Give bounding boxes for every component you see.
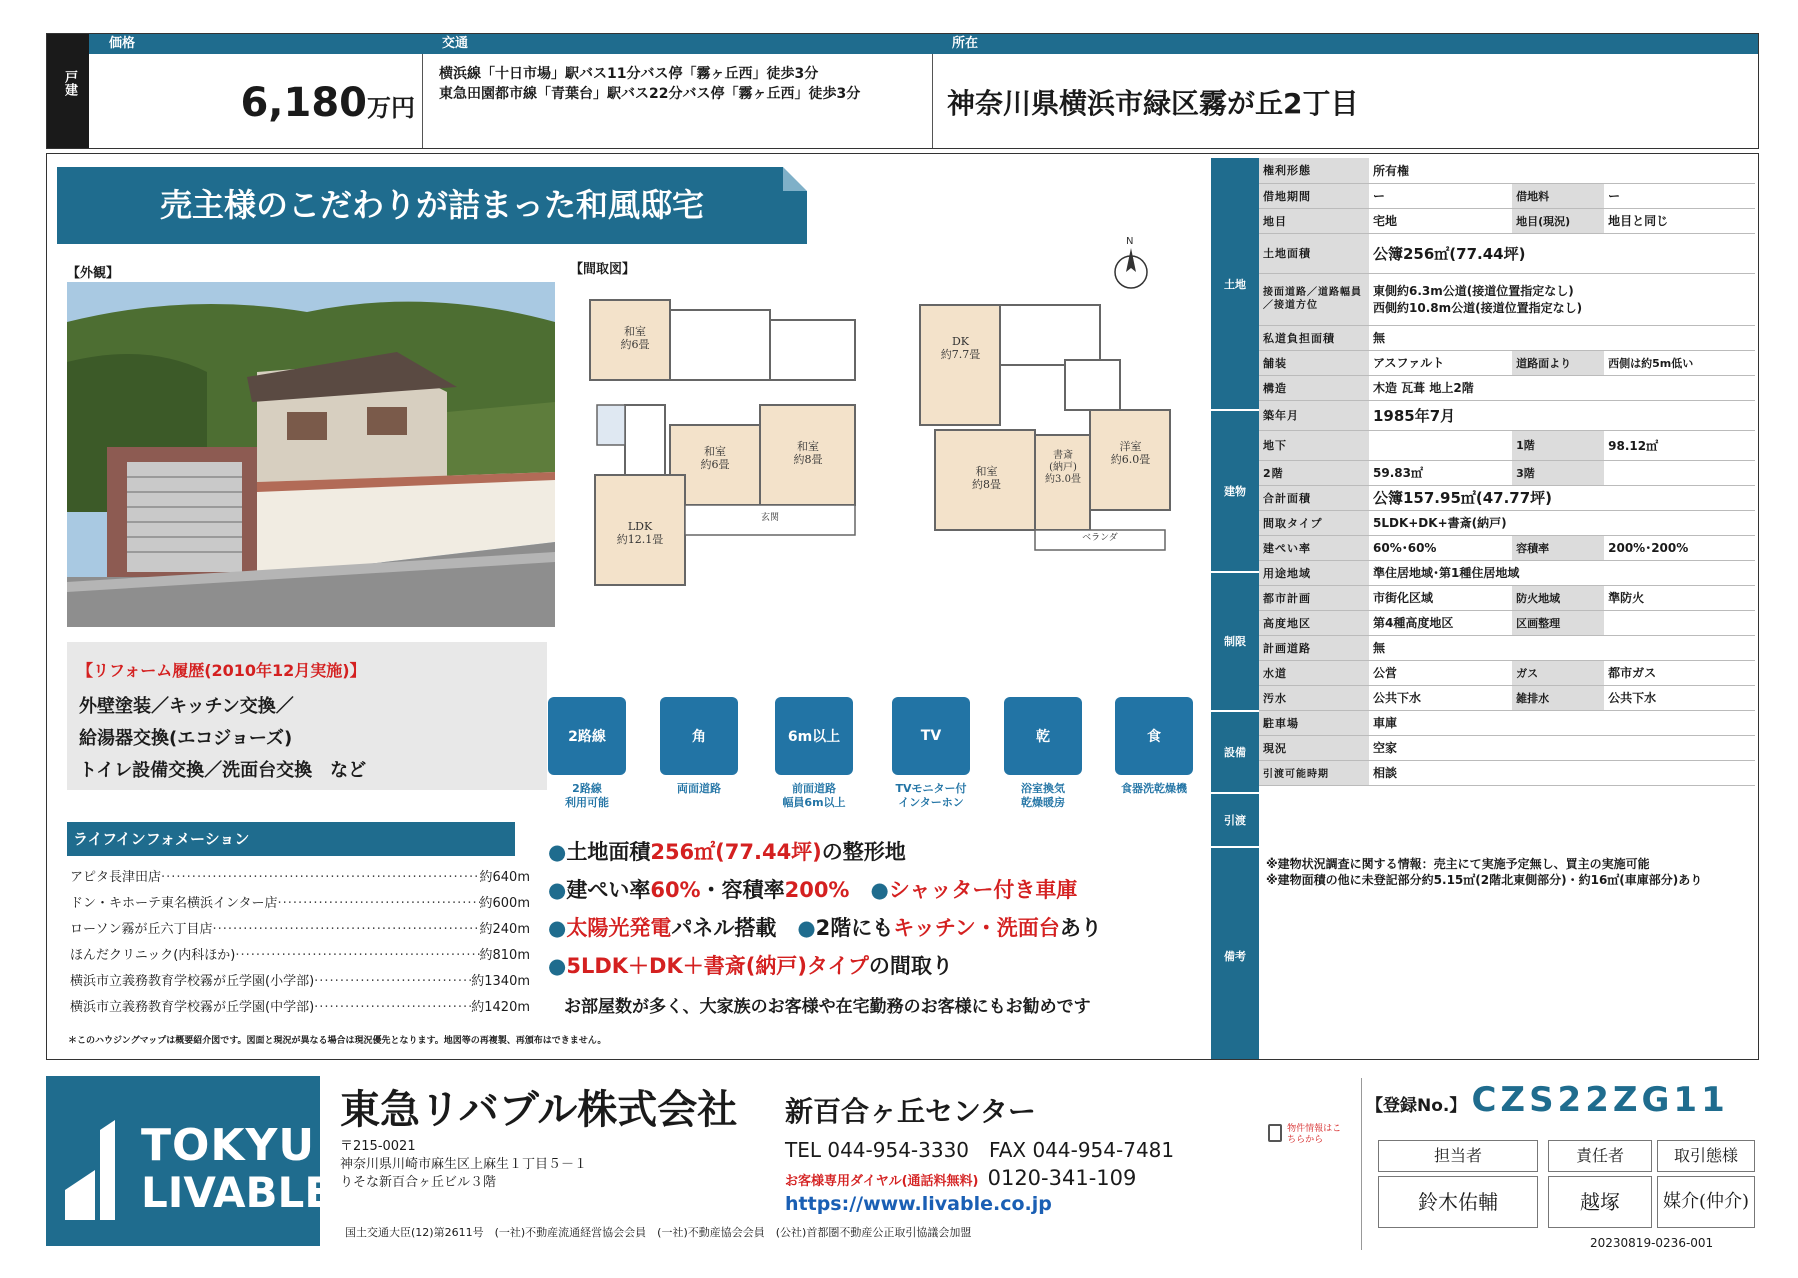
tel-fax: TEL 044-954-3330 FAX 044-954-7481 [785, 1138, 1175, 1162]
manager-header: 責任者 [1548, 1140, 1652, 1172]
label-genkan: 玄関 [760, 513, 779, 523]
reform-line-1: 外壁塗装／キッチン交換／ [79, 696, 294, 717]
address-line-2: りそな新百合ヶ丘ビル３階 [340, 1175, 497, 1190]
staff-header: 担当者 [1378, 1140, 1538, 1172]
logo-text-2: LIVABLE [141, 1168, 334, 1217]
reform-title: 【リフォーム履歴(2010年12月実施)】 [77, 661, 366, 680]
bathroom-dryer-label: 浴室換気 乾燥暖房 [1021, 782, 1065, 809]
road-width-label: 前面道路 幅員6m以上 [782, 782, 846, 809]
two-lines-label: 2路線 利用可能 [565, 782, 609, 809]
room-2f-dk: DK 約7.7畳 [940, 335, 981, 362]
floorplan-1f [585, 295, 885, 595]
branch-name: 新百合ヶ丘センター [785, 1095, 1036, 1128]
registration [1366, 1080, 1729, 1120]
life-item: 横浜市立義務教育学校霧が丘学園(小学部) ····· 約1340m [70, 972, 530, 992]
location-value: 神奈川県横浜市緑区霧が丘2丁目 [947, 87, 1359, 120]
access-line-1: 横浜線「十日市場」駅バス11分バス停「霧ヶ丘西」徒歩3分 [439, 66, 819, 82]
photo-label: 【外観】 [67, 266, 120, 281]
section-delivery: 引渡 [1211, 794, 1259, 846]
two-lines-icon: 2路線 [548, 697, 626, 775]
svg-text:N: N [1126, 236, 1134, 247]
exterior-photo [67, 282, 555, 627]
transaction-value: 媒介(仲介) [1657, 1176, 1755, 1228]
room-1f-washitsu-6b: 和室 約6畳 [700, 445, 730, 472]
feature-line-4: ●5LDK＋DK＋書斎(納戸)タイプの間取り [548, 954, 953, 978]
access-label: 交通 [442, 36, 469, 51]
section-land: 土地 [1211, 158, 1259, 410]
life-info-title: ライフインフォメーション [73, 830, 250, 848]
feature-line-1: ●土地面積256㎡(77.44坪)の整形地 [548, 840, 906, 864]
postal-code: 〒215-0021 [340, 1139, 416, 1154]
dial-number: 0120-341-109 [987, 1166, 1137, 1190]
room-1f-washitsu-8: 和室 約8畳 [793, 440, 823, 467]
logo-mark-icon [60, 1120, 150, 1220]
remarks-text: ※建物状況調査に関する情報：売主にて実施予定無し、買主の実施可能 ※建物面積の他に未登記部分約5.15㎡(2階北東側部分)・約16㎡(車庫部分)あり [1266, 857, 1703, 887]
reform-box [67, 642, 547, 790]
website-link[interactable]: https://www.livable.co.jp [785, 1193, 1052, 1215]
corner-road-label: 両面道路 [677, 782, 721, 795]
address-line-1: 神奈川県川崎市麻生区上麻生１丁目５－１ [340, 1157, 588, 1172]
license-text: 国土交通大臣(12)第2611号 (一社)不動産流通経営協会会員 (一社)不動産協会会員 (公社)首都圏不動産公正取引協議会加盟 [345, 1226, 972, 1239]
room-2f-youshitsu: 洋室 約6.0畳 [1110, 440, 1151, 467]
location-label: 所在 [952, 36, 979, 51]
life-item: アピタ長津田店 ····· 約640m [70, 868, 530, 888]
dishwasher-label: 食器洗乾燥機 [1121, 782, 1187, 795]
section-limits: 制限 [1211, 573, 1259, 710]
life-item: ほんだクリニック(内科ほか) ····· 約810m [70, 946, 530, 966]
feature-recommend: お部屋数が多く、大家族のお客様や在宅勤務のお客様にもお勧めです [564, 997, 1091, 1017]
price-value: 6,180 [240, 80, 367, 126]
document-code: 20230819-0236-001 [1590, 1236, 1714, 1250]
section-equipment: 設備 [1211, 712, 1259, 792]
registration-label: 【登録No.】 [1366, 1096, 1467, 1116]
tv-monitor-label: TVモニター付 インターホン [895, 782, 967, 809]
section-remarks: 備考 [1211, 848, 1259, 1059]
banner-title: 売主様のこだわりが詰まった和風邸宅 [159, 186, 704, 224]
section-building: 建物 [1211, 411, 1259, 571]
registration-number: CZS22ZG11 [1471, 1080, 1729, 1120]
qr-icon [1268, 1124, 1282, 1142]
dial-label: お客様専用ダイヤル(通話料無料) [785, 1174, 979, 1189]
price-label: 価格 [109, 36, 136, 51]
room-2f-shosai: 書斎 (納戸) 約3.0畳 [1045, 450, 1081, 485]
floorplan-2f [915, 295, 1195, 565]
life-item: ドン・キホーテ東名横浜インター店 ····· 約600m [70, 894, 530, 914]
access-info [439, 64, 927, 104]
dishwasher-icon: 食 [1115, 697, 1193, 775]
life-info-header [67, 822, 515, 856]
map-disclaimer: ＊このハウジングマップは概要紹介図です。図面と現況が異なる場合は現況優先となります。地図等の再複製、再頒布はできません。 [68, 1036, 607, 1046]
label-veranda: ベランダ [1082, 533, 1118, 543]
property-type: 戸建 [62, 70, 77, 96]
road-width-icon: 6m以上 [775, 697, 853, 775]
manager-value: 越塚 [1548, 1176, 1652, 1228]
feature-line-3: ●太陽光発電パネル搭載 ●2階にもキッチン・洗面台あり [548, 916, 1102, 940]
access-line-2: 東急田園都市線「青葉台」駅バス22分バス停「霧ヶ丘西」徒歩3分 [439, 86, 861, 102]
qr-link[interactable] [1268, 1124, 1354, 1146]
compass-icon [1113, 234, 1149, 294]
customer-dial [785, 1166, 1136, 1190]
company-name: 東急リバブル株式会社 [340, 1087, 738, 1133]
price-unit: 万円 [367, 94, 415, 122]
corner-road-icon: 角 [660, 697, 738, 775]
exterior-photo-image [67, 282, 555, 627]
title-banner [57, 167, 807, 244]
feature-line-2: ●建ぺい率60%・容積率200% ●シャッター付き車庫 [548, 878, 1078, 902]
life-item: ローソン霧が丘六丁目店 ····· 約240m [70, 920, 530, 940]
room-2f-washitsu-8: 和室 約8畳 [972, 465, 1001, 492]
header-bar [46, 33, 1759, 149]
qr-label: 物件情報はこちらから [1287, 1124, 1342, 1145]
reform-line-3: トイレ設備交換／洗面台交換 など [79, 760, 367, 781]
tv-monitor-icon: TV [892, 697, 970, 775]
tokyu-livable-logo [46, 1076, 334, 1246]
transaction-header: 取引態様 [1657, 1140, 1755, 1172]
logo-text-1: TOKYU [141, 1120, 316, 1171]
room-1f-washitsu-6a: 和室 約6畳 [620, 325, 650, 352]
room-1f-ldk: LDK 約12.1畳 [616, 520, 664, 547]
bathroom-dryer-icon: 乾 [1004, 697, 1082, 775]
floorplan-label: 【間取図】 [570, 262, 636, 277]
life-item: 横浜市立義務教育学校霧が丘学園(中学部) ····· 約1420m [70, 998, 530, 1018]
staff-value: 鈴木佑輔 [1378, 1176, 1538, 1228]
reform-line-2: 給湯器交換(エコジョーズ) [79, 728, 293, 749]
price-display [89, 80, 415, 126]
spec-table: 権利形態 所有権 借地期間 ー 借地料 ー 地目 宅地 地目(現況) 地目と同じ 土地面積 公簿256㎡(77.44坪) 接面道路／道路幅員／接道方位 東側約6.3m公道(接道位置指定なし) 西側約10.8m公道(接道位置指定なし) 私道負担面積 無 舗装 アスファルト 道路面より 西側は約5m低い 構造 木造 瓦葺 地上2階 築年月 1985年7月 地下 1階 98.12㎡ 2階 59.83㎡ 3階 合計面積 公簿157.95㎡(47.77坪) 間取タイプ 5LDK+DK+書斎(納戸) 建ぺい率 60%･60% 容積率 200%･200% 用途地域 準住居地域･第1種住居地域 都市計画 市街化区域 防火地域 準防火 高度地区 第4種高度地区 区画整理 計画道路 無 水道 公営 ガス 都市ガス 汚水 公共下水 雑排水 公共下水 駐車場 車庫 現況 空家 引渡可能時期 相談 [1259, 158, 1755, 786]
